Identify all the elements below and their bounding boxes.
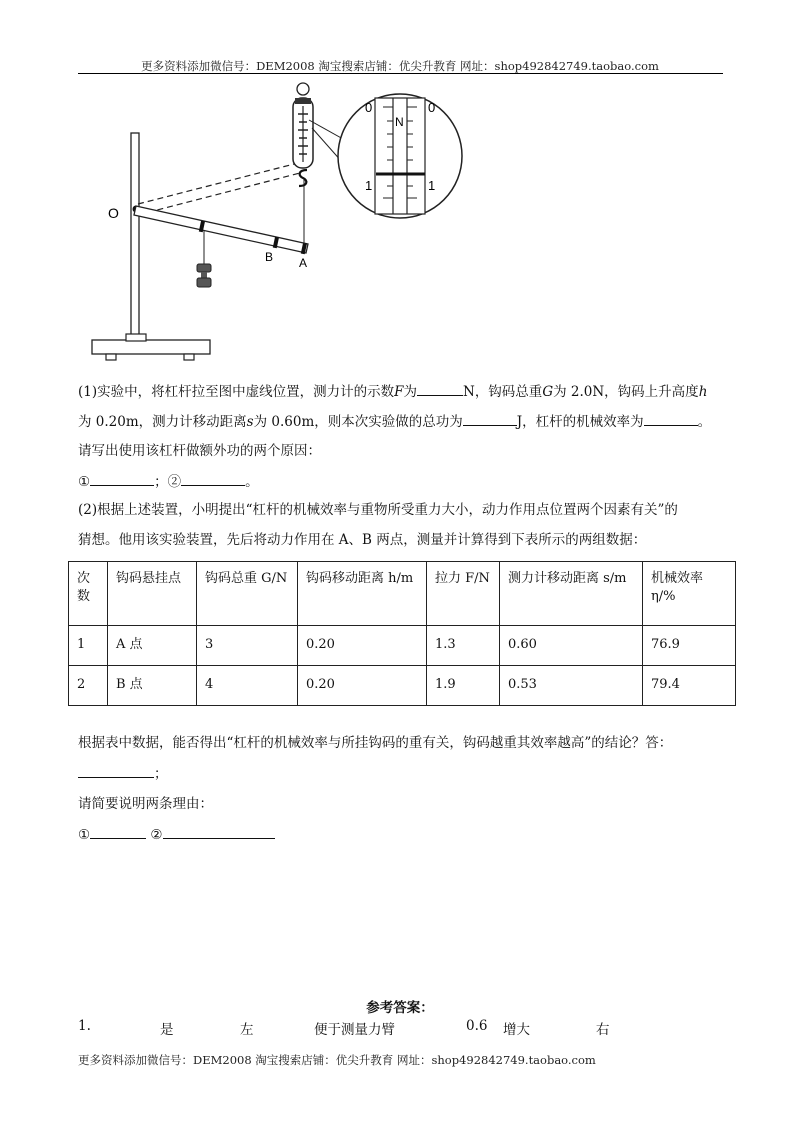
answer-item: 0.6 [466, 1018, 488, 1034]
table-cell: A 点 [108, 626, 197, 666]
zoom-label-0-left: 0 [365, 100, 373, 115]
blank-efficiency[interactable] [644, 411, 698, 426]
table-cell: 79.4 [643, 666, 736, 706]
stand-base [92, 340, 210, 354]
table-row [69, 666, 736, 706]
table-cell: 0.53 [500, 666, 643, 706]
table-cell: 4 [197, 666, 298, 706]
weight-neck [201, 272, 207, 278]
zoom-label-0-right: 0 [428, 100, 436, 115]
blank-total-work[interactable] [463, 411, 517, 426]
answer-item: 左 [240, 1022, 254, 1038]
table-cell: B 点 [108, 666, 197, 706]
stand-foot-left [106, 354, 116, 360]
stand-collar [126, 334, 146, 341]
table-header-cell: 拉力 F/N [427, 562, 500, 626]
point-a-label: A [299, 256, 308, 270]
q1-line2: 为 0.20m，测力计移动距离s为 0.60m，则本次实验做的总功为 J，杠杆的机械效率为 。 [78, 411, 728, 432]
answer-number: 1. [78, 1018, 91, 1034]
blank-reason-a[interactable] [90, 824, 146, 839]
pivot-label: O [108, 205, 119, 221]
reasons-line: ① ② [78, 824, 728, 845]
header-divider [78, 73, 723, 74]
q1-line3: 请写出使用该杠杆做额外功的两个原因： [78, 443, 321, 459]
q2-line1: (2)根据上述装置，小明提出“杠杆的机械效率与重物所受重力大小，动力作用点位置两个因素有关”的 [78, 502, 678, 518]
answer-item: 便于测量力臂 [314, 1022, 395, 1038]
table-header-cell: 次数 [69, 562, 108, 626]
conclusion-answer-line: ； [78, 763, 728, 784]
zoom-label-1-left: 1 [365, 178, 373, 193]
page-footer: 更多资料添加微信号：DEM2008 淘宝搜索店铺：优尖升教育 网址：shop492842749.taobao.com [78, 1053, 596, 1067]
table-header-cell: 钩码移动距离 h/m [298, 562, 427, 626]
page-header: 更多资料添加微信号：DEM2008 淘宝搜索店铺：优尖升教育 网址：shop492842749.taobao.com [141, 59, 659, 73]
blank-conclusion[interactable] [78, 763, 154, 778]
weight-top [197, 264, 211, 272]
table-cell: 0.20 [298, 666, 427, 706]
blank-reason-1[interactable] [90, 471, 154, 486]
answer-item: 右 [596, 1022, 610, 1038]
table-cell: 0.20 [298, 626, 427, 666]
table-header-cell: 机械效率 η/% [643, 562, 736, 626]
weight-bottom [197, 278, 211, 287]
table-header-cell: 钩码总重 G/N [197, 562, 298, 626]
data-table [68, 561, 736, 706]
table-header-cell: 测力计移动距离 s/m [500, 562, 643, 626]
q2-line2: 猜想。他用该实验装置，先后将动力作用在 A、B 两点，测量并计算得到下表所示的两组数据： [78, 532, 647, 548]
blank-reason-2[interactable] [181, 471, 245, 486]
zoom-label-1-right: 1 [428, 178, 436, 193]
lever-apparatus-figure [80, 78, 480, 368]
answer-item: 是 [160, 1022, 174, 1038]
q1-line4: ① ；② 。 [78, 471, 728, 492]
point-b-label: B [265, 250, 274, 264]
answers-title: 参考答案： [366, 1000, 434, 1016]
blank-force[interactable] [417, 381, 463, 396]
table-cell: 1.9 [427, 666, 500, 706]
table-cell: 0.60 [500, 626, 643, 666]
conclusion-question: 根据表中数据，能否得出“杠杆的机械效率与所挂钩码的重有关，钩码越重其效率越高”的结论？答： [78, 735, 673, 751]
scale-cap [295, 98, 311, 104]
table-header-row [69, 562, 736, 626]
scale-ring [297, 83, 309, 95]
table-cell: 3 [197, 626, 298, 666]
scale-hook [299, 170, 307, 186]
table-cell: 1.3 [427, 626, 500, 666]
dashed-lever-top [138, 163, 298, 204]
zoom-unit-label: N [395, 115, 404, 129]
lever-bar [134, 206, 308, 253]
blank-reason-b[interactable] [163, 824, 275, 839]
table-cell: 1 [69, 626, 108, 666]
dashed-lever-bottom [138, 173, 300, 215]
stand-foot-right [184, 354, 194, 360]
table-header-cell: 钩码悬挂点 [108, 562, 197, 626]
answer-item: 增大 [503, 1022, 530, 1038]
table-cell: 2 [69, 666, 108, 706]
q1-line1: (1)实验中，将杠杆拉至图中虚线位置，测力计的示数F为 N，钩码总重G为 2.0N，钩码上升高度h [78, 381, 728, 402]
reasons-prompt: 请简要说明两条理由： [78, 796, 213, 812]
table-cell: 76.9 [643, 626, 736, 666]
stand-pole [131, 133, 139, 336]
table-row [69, 626, 736, 666]
